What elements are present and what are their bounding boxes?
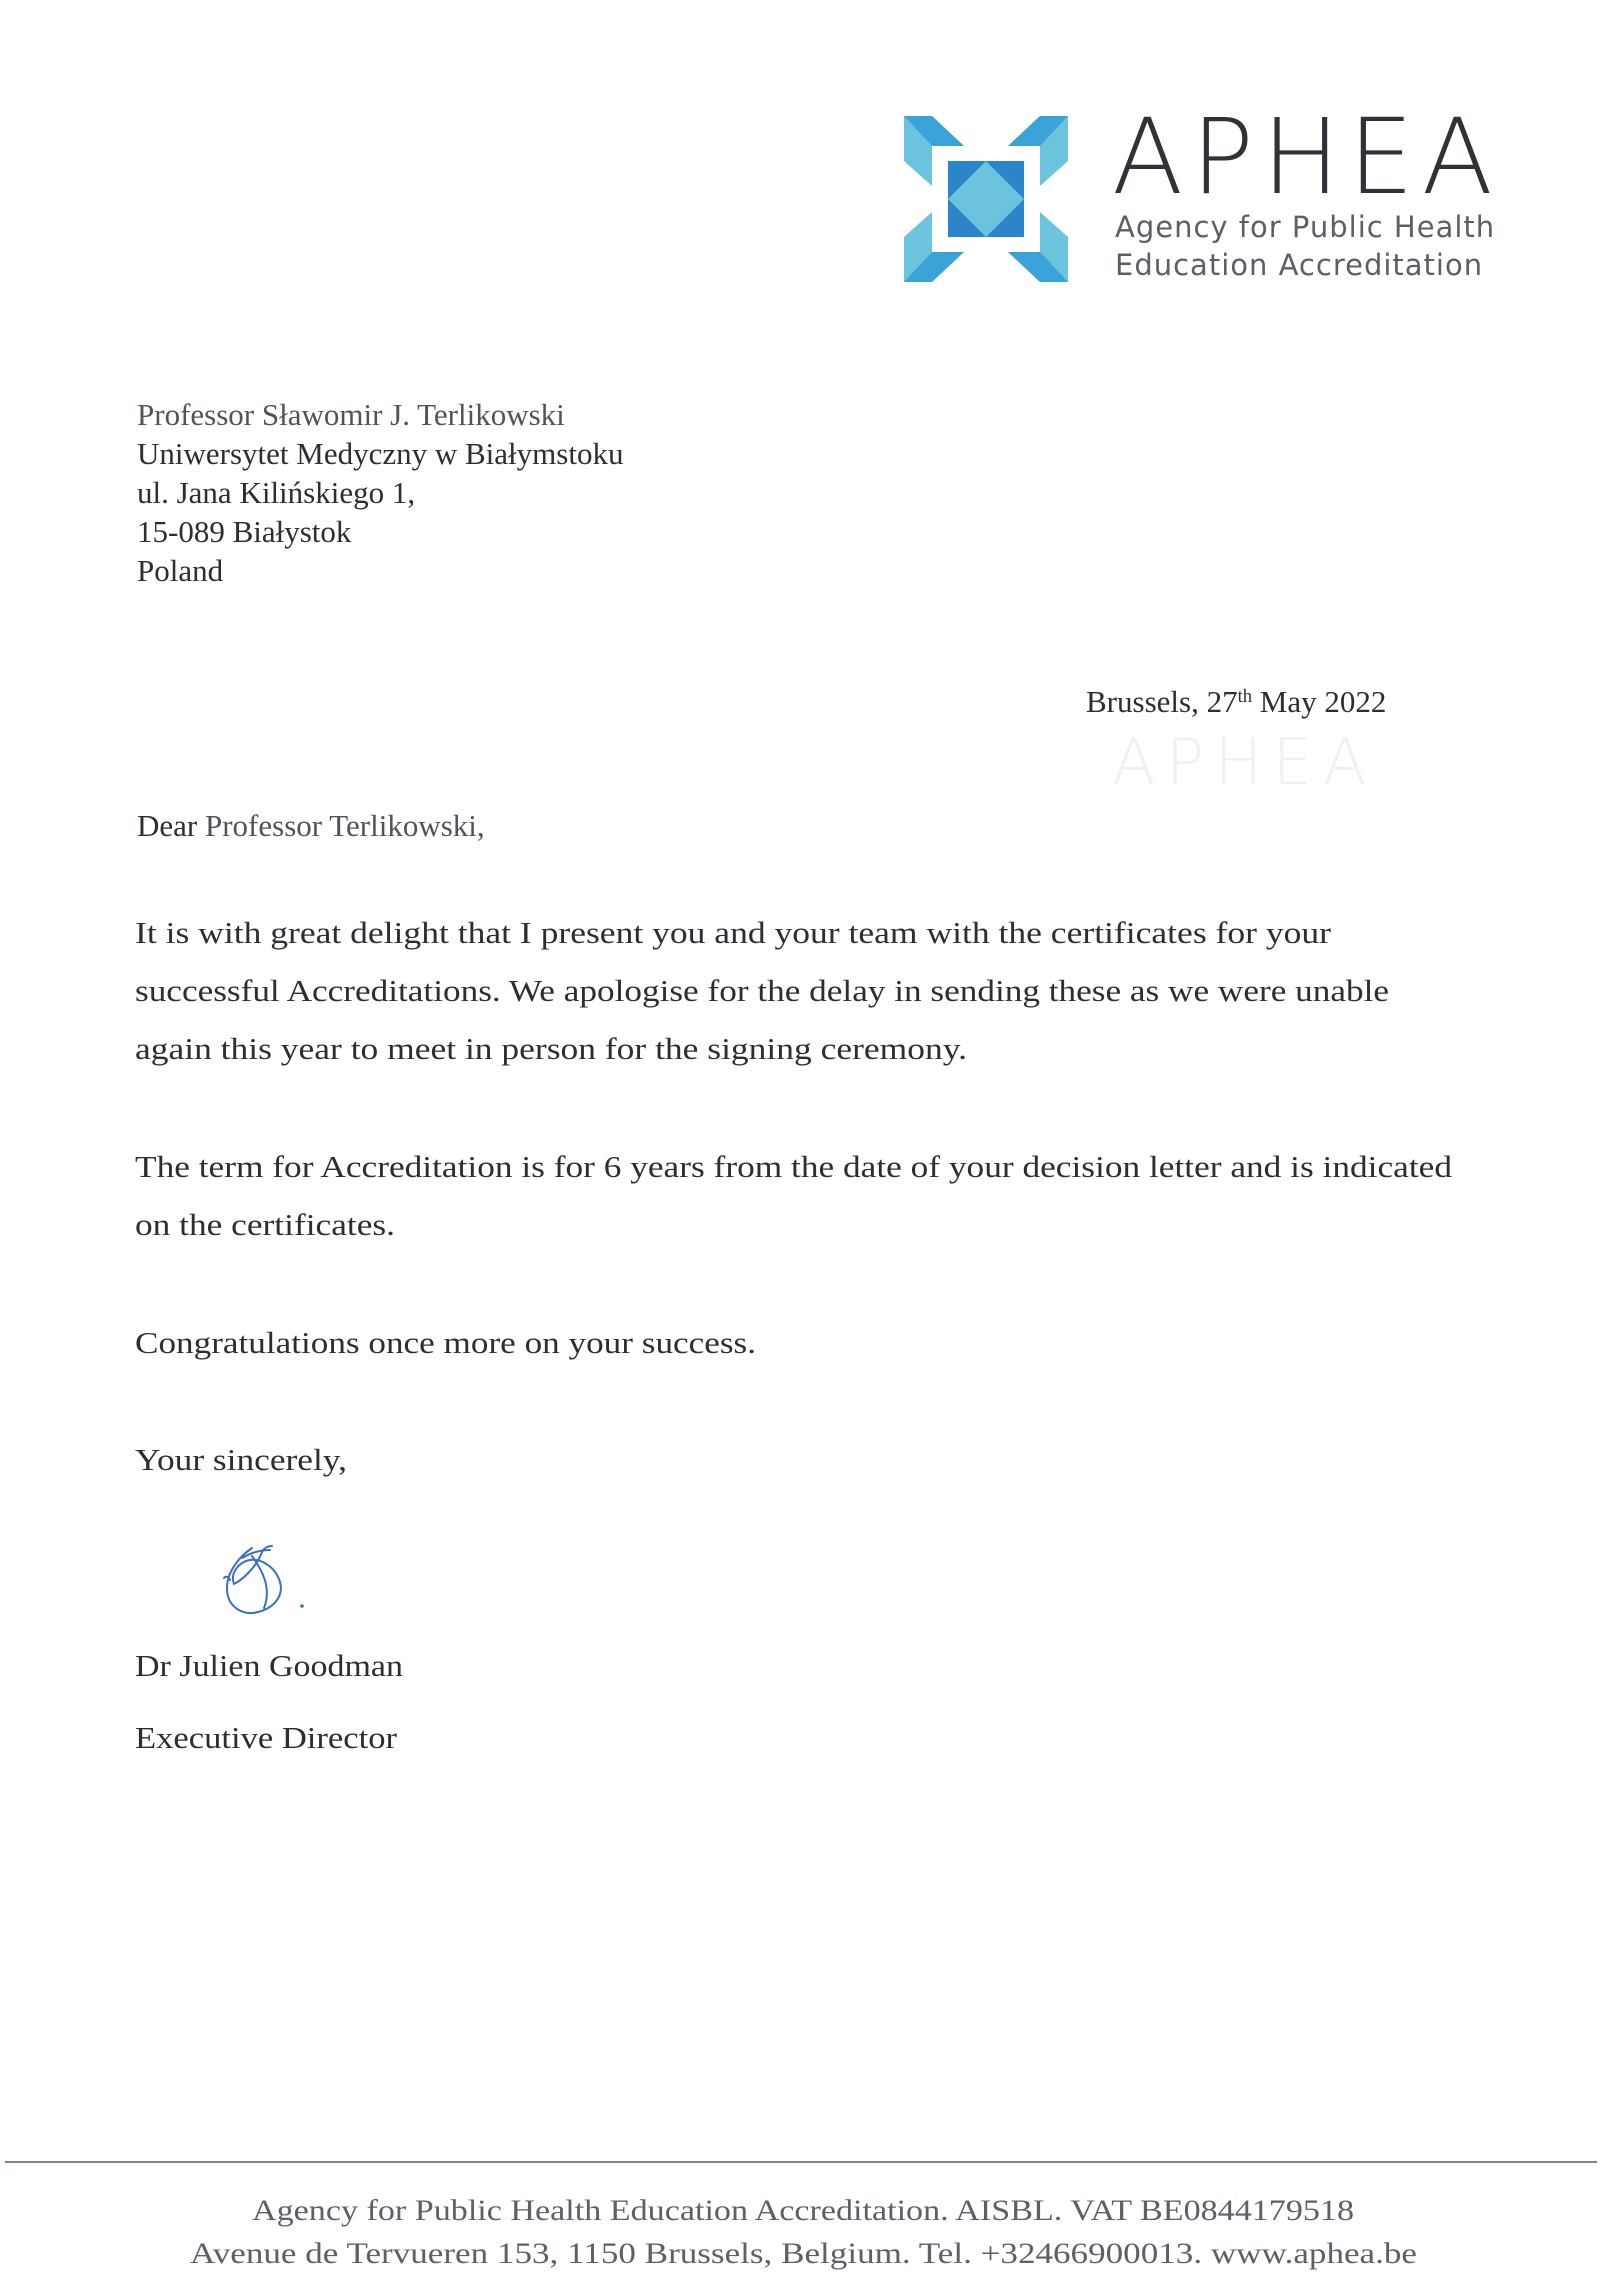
body-paragraph1-line2: successful Accreditations. We apologise for the delay in sending these as we were unable <box>135 973 1389 1008</box>
recipient-city: 15-089 Białystok <box>137 514 352 549</box>
recipient-institution: Uniwersytet Medyczny w Białymstoku <box>137 436 624 471</box>
recipient-name: Professor Sławomir J. Terlikowski <box>137 397 565 432</box>
logo-tagline-line2: Education Accreditation <box>1115 248 1484 282</box>
valediction: Your sincerely, <box>135 1442 347 1477</box>
date-month-year: May 2022 <box>1252 684 1387 719</box>
body-paragraph2-line1: The term for Accreditation is for 6 years from the date of your decision letter and is indicated <box>135 1149 1452 1184</box>
logo-tagline-line1: Agency for Public Health <box>1115 210 1496 244</box>
signatory-title: Executive Director <box>135 1720 397 1755</box>
footer-line2: Avenue de Tervueren 153, 1150 Brussels, Belgium. Tel. +32466900013. www.aphea.be <box>190 2237 1417 2270</box>
aphea-logo-icon <box>904 116 1068 282</box>
salutation-name: Professor Terlikowski, <box>197 808 485 843</box>
body-paragraph1-line3: again this year to meet in person for the signing ceremony. <box>135 1031 967 1066</box>
date-place-day: Brussels, 27 <box>1086 684 1238 719</box>
signature-icon <box>212 1538 312 1622</box>
salutation-greeting: Dear <box>137 808 198 843</box>
signatory-name: Dr Julien Goodman <box>135 1648 403 1683</box>
footer-divider <box>5 2161 1597 2163</box>
letter-date <box>1086 682 1386 721</box>
body-paragraph2-line2: on the certificates. <box>135 1207 395 1242</box>
salutation <box>137 806 485 845</box>
date-ordinal: th <box>1237 686 1253 707</box>
recipient-street: ul. Jana Kilińskiego 1, <box>137 475 416 510</box>
footer-line1: Agency for Public Health Education Accreditation. AISBL. VAT BE0844179518 <box>252 2194 1354 2227</box>
logo-wordmark: APHEA <box>1112 96 1501 218</box>
watermark: APHEA <box>1112 726 1377 800</box>
recipient-country: Poland <box>137 553 224 588</box>
body-paragraph1-line1: It is with great delight that I present you and your team with the certificates for your <box>135 915 1331 950</box>
body-paragraph3: Congratulations once more on your success. <box>135 1325 756 1360</box>
